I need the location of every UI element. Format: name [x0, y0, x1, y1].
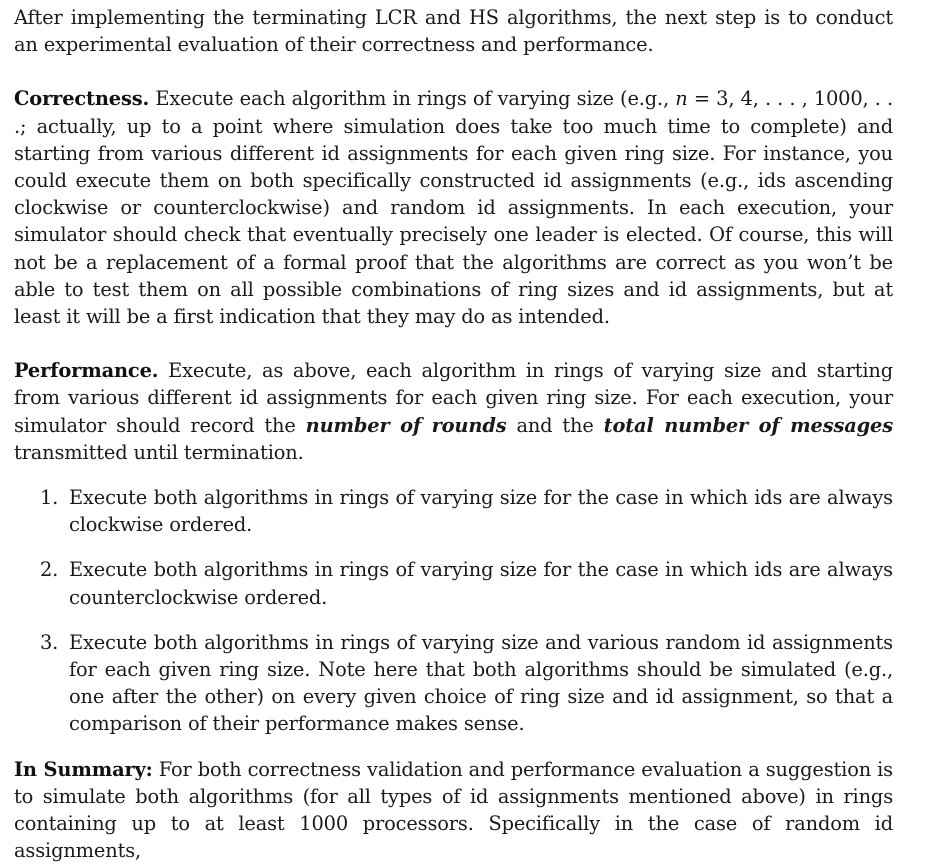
list-item-number: 2. [40, 558, 59, 582]
performance-text-1: Execute, as above, each algorithm in rings of varying size and starting from various different id assignments for each given ring size. For each execution, your simulator should record the [14, 359, 893, 437]
list-item [40, 484, 893, 538]
performance-text-2: and the [506, 413, 604, 437]
performance-text-3: transmitted until termination. [14, 440, 304, 464]
performance-heading: Performance. [14, 359, 159, 383]
performance-paragraph [14, 357, 893, 466]
list-item [40, 556, 893, 610]
correctness-heading: Correctness. [14, 87, 150, 111]
emphasis-number-of-rounds: number of rounds [305, 413, 507, 437]
list-item-text: Execute both algorithms in rings of varying size for the case in which ids are always clockwise ordered. [69, 486, 893, 537]
list-item-text: Execute both algorithms in rings of varying size and various random id assignments for each given ring size. Note here that both algorithms should be simulated (e.g., one after the other) on every given choice of ring size and id assignment, so that a comparison of their performance makes sense. [69, 630, 893, 736]
list-item [40, 629, 893, 738]
list-item-text: Execute both algorithms in rings of varying size for the case in which ids are always counterclockwise ordered. [69, 558, 893, 609]
math-variable-n: n [675, 87, 688, 111]
list-item-number: 3. [40, 630, 59, 654]
correctness-text-after-n: = 3, 4, . . . , 1000, . . .; actually, up to a point where simulation does take too much time to complete) and starting from various different id assignments for each given ring size. For instance, you could execute them on both specifically constructed id assignments (e.g., ids ascending clockwise or counterclockwise) and random id assignments. In each execution, your simulator should check that eventually precisely one leader is elected. Of course, this will not be a replacement of a formal proof that the algorithms are correct as you won’t be able to test them on all possible combinations of ring sizes and id assignments, but at least it will be a first indication that they may do as intended. [14, 87, 893, 329]
correctness-paragraph [14, 85, 893, 330]
summary-heading: In Summary: [14, 757, 153, 781]
emphasis-total-messages: total number of messages [603, 413, 894, 437]
experiment-list [14, 484, 893, 738]
summary-paragraph [14, 756, 893, 864]
intro-paragraph: After implementing the terminating LCR and HS algorithms, the next step is to conduct an experimental evaluation of their correctness and performance. [14, 6, 893, 57]
list-item-number: 1. [40, 486, 59, 510]
correctness-text-before-n: Execute each algorithm in rings of varying size (e.g., [149, 87, 676, 111]
summary-text: For both correctness validation and performance evaluation a suggestion is to simulate both algorithms (for all types of id assignments mentioned above) in rings containing up to at least 1000 processors. Specifically in the case of random id assignments, [14, 757, 893, 863]
